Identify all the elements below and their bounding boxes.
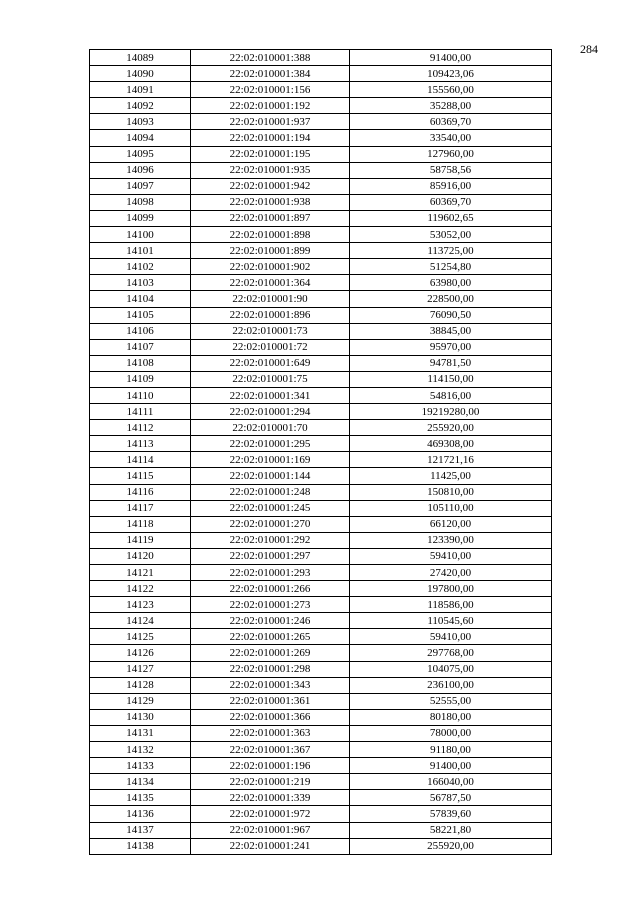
- cadastral-number-cell: 22:02:010001:384: [191, 66, 350, 82]
- cadastral-number-cell: 22:02:010001:246: [191, 613, 350, 629]
- table-row: [90, 532, 552, 548]
- table-row: [90, 82, 552, 98]
- value-cell: 94781,50: [350, 355, 552, 371]
- value-cell: 66120,00: [350, 516, 552, 532]
- row-number-cell: 14123: [90, 597, 191, 613]
- row-number-cell: 14089: [90, 50, 191, 66]
- row-number-cell: 14102: [90, 259, 191, 275]
- table-row: [90, 677, 552, 693]
- row-number-cell: 14116: [90, 484, 191, 500]
- value-cell: 76090,50: [350, 307, 552, 323]
- row-number-cell: 14098: [90, 194, 191, 210]
- table-row: [90, 98, 552, 114]
- cadastral-number-cell: 22:02:010001:898: [191, 227, 350, 243]
- value-cell: 197800,00: [350, 581, 552, 597]
- cadastral-number-cell: 22:02:010001:364: [191, 275, 350, 291]
- cadastral-number-cell: 22:02:010001:339: [191, 790, 350, 806]
- cadastral-number-cell: 22:02:010001:245: [191, 500, 350, 516]
- row-number-cell: 14106: [90, 323, 191, 339]
- value-cell: 85916,00: [350, 178, 552, 194]
- table-row: [90, 227, 552, 243]
- value-cell: 53052,00: [350, 227, 552, 243]
- value-cell: 91400,00: [350, 50, 552, 66]
- value-cell: 110545,60: [350, 613, 552, 629]
- value-cell: 114150,00: [350, 371, 552, 387]
- table-row: [90, 725, 552, 741]
- row-number-cell: 14117: [90, 500, 191, 516]
- value-cell: 118586,00: [350, 597, 552, 613]
- cadastral-number-cell: 22:02:010001:266: [191, 581, 350, 597]
- table-row: [90, 790, 552, 806]
- cadastral-number-cell: 22:02:010001:295: [191, 436, 350, 452]
- cadastral-number-cell: 22:02:010001:72: [191, 339, 350, 355]
- value-cell: 59410,00: [350, 548, 552, 564]
- value-cell: 78000,00: [350, 725, 552, 741]
- row-number-cell: 14104: [90, 291, 191, 307]
- cadastral-number-cell: 22:02:010001:73: [191, 323, 350, 339]
- row-number-cell: 14092: [90, 98, 191, 114]
- cadastral-number-cell: 22:02:010001:899: [191, 243, 350, 259]
- table-row: [90, 162, 552, 178]
- row-number-cell: 14099: [90, 210, 191, 226]
- table-row: [90, 243, 552, 259]
- table-row: [90, 838, 552, 854]
- table-row: [90, 371, 552, 387]
- table-row: [90, 516, 552, 532]
- row-number-cell: 14126: [90, 645, 191, 661]
- row-number-cell: 14108: [90, 355, 191, 371]
- value-cell: 33540,00: [350, 130, 552, 146]
- row-number-cell: 14120: [90, 548, 191, 564]
- value-cell: 51254,80: [350, 259, 552, 275]
- value-cell: 19219280,00: [350, 404, 552, 420]
- cadastral-number-cell: 22:02:010001:938: [191, 194, 350, 210]
- table-row: [90, 693, 552, 709]
- cadastral-number-cell: 22:02:010001:343: [191, 677, 350, 693]
- value-cell: 113725,00: [350, 243, 552, 259]
- table-row: [90, 339, 552, 355]
- cadastral-number-cell: 22:02:010001:241: [191, 838, 350, 854]
- cadastral-number-cell: 22:02:010001:248: [191, 484, 350, 500]
- table-row: [90, 452, 552, 468]
- value-cell: 91180,00: [350, 742, 552, 758]
- registry-table: [89, 49, 552, 855]
- table-row: [90, 709, 552, 725]
- value-cell: 59410,00: [350, 629, 552, 645]
- cadastral-number-cell: 22:02:010001:942: [191, 178, 350, 194]
- value-cell: 95970,00: [350, 339, 552, 355]
- table-row: [90, 404, 552, 420]
- row-number-cell: 14138: [90, 838, 191, 854]
- row-number-cell: 14124: [90, 613, 191, 629]
- cadastral-number-cell: 22:02:010001:967: [191, 822, 350, 838]
- value-cell: 236100,00: [350, 677, 552, 693]
- row-number-cell: 14109: [90, 371, 191, 387]
- row-number-cell: 14122: [90, 581, 191, 597]
- row-number-cell: 14091: [90, 82, 191, 98]
- row-number-cell: 14093: [90, 114, 191, 130]
- row-number-cell: 14125: [90, 629, 191, 645]
- value-cell: 104075,00: [350, 661, 552, 677]
- table-row: [90, 661, 552, 677]
- row-number-cell: 14110: [90, 387, 191, 403]
- row-number-cell: 14111: [90, 404, 191, 420]
- cadastral-number-cell: 22:02:010001:269: [191, 645, 350, 661]
- value-cell: 60369,70: [350, 114, 552, 130]
- table-row: [90, 146, 552, 162]
- value-cell: 60369,70: [350, 194, 552, 210]
- cadastral-number-cell: 22:02:010001:192: [191, 98, 350, 114]
- value-cell: 91400,00: [350, 758, 552, 774]
- cadastral-number-cell: 22:02:010001:70: [191, 420, 350, 436]
- value-cell: 119602,65: [350, 210, 552, 226]
- row-number-cell: 14119: [90, 532, 191, 548]
- row-number-cell: 14105: [90, 307, 191, 323]
- table-row: [90, 613, 552, 629]
- value-cell: 58758,56: [350, 162, 552, 178]
- row-number-cell: 14137: [90, 822, 191, 838]
- cadastral-number-cell: 22:02:010001:896: [191, 307, 350, 323]
- table-row: [90, 114, 552, 130]
- row-number-cell: 14114: [90, 452, 191, 468]
- cadastral-number-cell: 22:02:010001:897: [191, 210, 350, 226]
- table-row: [90, 629, 552, 645]
- cadastral-number-cell: 22:02:010001:265: [191, 629, 350, 645]
- row-number-cell: 14097: [90, 178, 191, 194]
- table-row: [90, 387, 552, 403]
- row-number-cell: 14121: [90, 565, 191, 581]
- table-row: [90, 806, 552, 822]
- table-row: [90, 291, 552, 307]
- value-cell: 166040,00: [350, 774, 552, 790]
- table-row: [90, 420, 552, 436]
- row-number-cell: 14096: [90, 162, 191, 178]
- value-cell: 150810,00: [350, 484, 552, 500]
- cadastral-number-cell: 22:02:010001:366: [191, 709, 350, 725]
- value-cell: 105110,00: [350, 500, 552, 516]
- cadastral-number-cell: 22:02:010001:363: [191, 725, 350, 741]
- row-number-cell: 14113: [90, 436, 191, 452]
- value-cell: 52555,00: [350, 693, 552, 709]
- table-row: [90, 307, 552, 323]
- cadastral-number-cell: 22:02:010001:195: [191, 146, 350, 162]
- row-number-cell: 14133: [90, 758, 191, 774]
- value-cell: 121721,16: [350, 452, 552, 468]
- row-number-cell: 14128: [90, 677, 191, 693]
- value-cell: 255920,00: [350, 420, 552, 436]
- row-number-cell: 14136: [90, 806, 191, 822]
- value-cell: 58221,80: [350, 822, 552, 838]
- cadastral-number-cell: 22:02:010001:649: [191, 355, 350, 371]
- cadastral-number-cell: 22:02:010001:196: [191, 758, 350, 774]
- cadastral-number-cell: 22:02:010001:90: [191, 291, 350, 307]
- table-row: [90, 645, 552, 661]
- cadastral-number-cell: 22:02:010001:219: [191, 774, 350, 790]
- value-cell: 80180,00: [350, 709, 552, 725]
- row-number-cell: 14132: [90, 742, 191, 758]
- cadastral-number-cell: 22:02:010001:169: [191, 452, 350, 468]
- table-row: [90, 548, 552, 564]
- value-cell: 38845,00: [350, 323, 552, 339]
- row-number-cell: 14112: [90, 420, 191, 436]
- table-row: [90, 355, 552, 371]
- table-row: [90, 130, 552, 146]
- cadastral-number-cell: 22:02:010001:297: [191, 548, 350, 564]
- row-number-cell: 14134: [90, 774, 191, 790]
- cadastral-number-cell: 22:02:010001:972: [191, 806, 350, 822]
- row-number-cell: 14129: [90, 693, 191, 709]
- table-row: [90, 259, 552, 275]
- value-cell: 54816,00: [350, 387, 552, 403]
- value-cell: 297768,00: [350, 645, 552, 661]
- table-row: [90, 581, 552, 597]
- page-number: 284: [580, 42, 598, 56]
- cadastral-number-cell: 22:02:010001:144: [191, 468, 350, 484]
- cadastral-number-cell: 22:02:010001:298: [191, 661, 350, 677]
- cadastral-number-cell: 22:02:010001:194: [191, 130, 350, 146]
- table-row: [90, 822, 552, 838]
- row-number-cell: 14100: [90, 227, 191, 243]
- value-cell: 469308,00: [350, 436, 552, 452]
- cadastral-number-cell: 22:02:010001:935: [191, 162, 350, 178]
- table-row: [90, 468, 552, 484]
- row-number-cell: 14131: [90, 725, 191, 741]
- value-cell: 63980,00: [350, 275, 552, 291]
- table-row: [90, 178, 552, 194]
- cadastral-number-cell: 22:02:010001:293: [191, 565, 350, 581]
- table-row: [90, 565, 552, 581]
- table-row: [90, 742, 552, 758]
- cadastral-number-cell: 22:02:010001:937: [191, 114, 350, 130]
- table-row: [90, 597, 552, 613]
- row-number-cell: 14135: [90, 790, 191, 806]
- table-row: [90, 50, 552, 66]
- table-row: [90, 774, 552, 790]
- registry-table-body: [90, 50, 552, 855]
- cadastral-number-cell: 22:02:010001:294: [191, 404, 350, 420]
- value-cell: 35288,00: [350, 98, 552, 114]
- table-row: [90, 436, 552, 452]
- row-number-cell: 14094: [90, 130, 191, 146]
- row-number-cell: 14101: [90, 243, 191, 259]
- row-number-cell: 14107: [90, 339, 191, 355]
- table-row: [90, 194, 552, 210]
- cadastral-number-cell: 22:02:010001:156: [191, 82, 350, 98]
- cadastral-number-cell: 22:02:010001:273: [191, 597, 350, 613]
- table-row: [90, 66, 552, 82]
- value-cell: 56787,50: [350, 790, 552, 806]
- table-row: [90, 758, 552, 774]
- value-cell: 255920,00: [350, 838, 552, 854]
- row-number-cell: 14127: [90, 661, 191, 677]
- table-row: [90, 323, 552, 339]
- table-row: [90, 484, 552, 500]
- value-cell: 123390,00: [350, 532, 552, 548]
- value-cell: 155560,00: [350, 82, 552, 98]
- value-cell: 57839,60: [350, 806, 552, 822]
- value-cell: 228500,00: [350, 291, 552, 307]
- cadastral-number-cell: 22:02:010001:361: [191, 693, 350, 709]
- row-number-cell: 14130: [90, 709, 191, 725]
- cadastral-number-cell: 22:02:010001:341: [191, 387, 350, 403]
- row-number-cell: 14118: [90, 516, 191, 532]
- cadastral-number-cell: 22:02:010001:292: [191, 532, 350, 548]
- table-row: [90, 500, 552, 516]
- row-number-cell: 14103: [90, 275, 191, 291]
- value-cell: 109423,06: [350, 66, 552, 82]
- value-cell: 27420,00: [350, 565, 552, 581]
- cadastral-number-cell: 22:02:010001:270: [191, 516, 350, 532]
- cadastral-number-cell: 22:02:010001:388: [191, 50, 350, 66]
- value-cell: 11425,00: [350, 468, 552, 484]
- value-cell: 127960,00: [350, 146, 552, 162]
- cadastral-number-cell: 22:02:010001:902: [191, 259, 350, 275]
- row-number-cell: 14090: [90, 66, 191, 82]
- table-row: [90, 210, 552, 226]
- cadastral-number-cell: 22:02:010001:367: [191, 742, 350, 758]
- table-row: [90, 275, 552, 291]
- row-number-cell: 14115: [90, 468, 191, 484]
- row-number-cell: 14095: [90, 146, 191, 162]
- cadastral-number-cell: 22:02:010001:75: [191, 371, 350, 387]
